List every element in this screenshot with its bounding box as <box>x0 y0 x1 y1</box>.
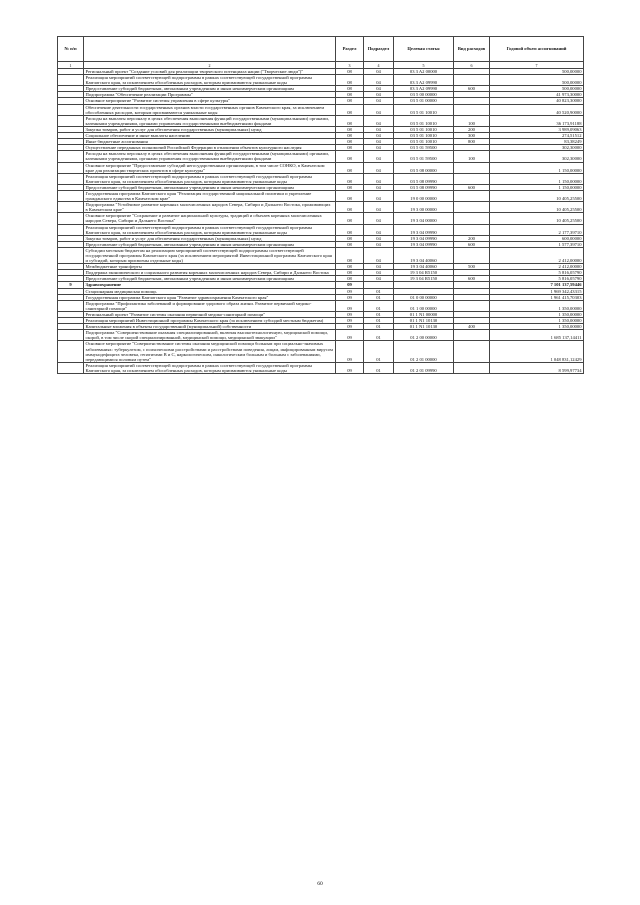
cell-amount: 1 150,00000 <box>490 173 584 184</box>
cell-num <box>58 362 84 373</box>
cell-subsection: 01 <box>364 324 394 330</box>
cell-subsection: 04 <box>364 235 394 241</box>
cell-section: 08 <box>336 162 364 173</box>
header-num: № п/п <box>58 37 84 62</box>
cell-section: 08 <box>336 75 364 86</box>
cell-subsection: 04 <box>364 145 394 151</box>
cell-target: 19 3 00 00000 <box>394 202 454 213</box>
cell-name: Обеспечение деятельности государственных органов власти государственных органов Камчатского края, за исключением обособленных расходов, которым присваиваются уникальные коды <box>84 104 336 115</box>
cell-num <box>58 115 84 126</box>
cell-num <box>58 104 84 115</box>
cell-name: Здравоохранение <box>84 282 336 288</box>
cell-subsection: 04 <box>364 202 394 213</box>
cell-expense: 800 <box>454 139 490 145</box>
cell-expense: 200 <box>454 235 490 241</box>
cell-target: 03 3 A2 00000 <box>394 69 454 75</box>
cell-num <box>58 202 84 213</box>
cell-section: 09 <box>336 341 364 362</box>
cell-target: 19 3 04 09990 <box>394 224 454 235</box>
cell-subsection: 01 <box>364 318 394 324</box>
cell-subsection: 04 <box>364 75 394 86</box>
cell-amount: 41 973,30000 <box>490 92 584 98</box>
column-number-row <box>58 62 584 69</box>
cell-amount: 10 405,25500 <box>490 202 584 213</box>
colnum-1: 1 <box>58 62 84 69</box>
cell-subsection: 04 <box>364 98 394 104</box>
cell-name: Региональный проект "Развитие системы оказания первичной медико-санитарной помощи" <box>84 311 336 317</box>
cell-subsection: 04 <box>364 190 394 201</box>
cell-target: 19 0 00 00000 <box>394 190 454 201</box>
cell-expense <box>454 224 490 235</box>
cell-expense: 600 <box>454 276 490 282</box>
cell-amount: 302,30000 <box>490 151 584 162</box>
cell-section: 08 <box>336 247 364 263</box>
cell-section: 08 <box>336 190 364 201</box>
cell-target: 03 5 08 00000 <box>394 162 454 173</box>
cell-amount: 5 816,05790 <box>490 276 584 282</box>
cell-subsection: 04 <box>364 133 394 139</box>
header-section: Раздел <box>336 37 364 62</box>
cell-target: 03 5 01 59500 <box>394 145 454 151</box>
cell-num <box>58 330 84 341</box>
cell-subsection: 04 <box>364 69 394 75</box>
cell-target: 03 5 00 00000 <box>394 92 454 98</box>
cell-amount: 5 816,05790 <box>490 270 584 276</box>
cell-section: 08 <box>336 145 364 151</box>
table-row <box>58 300 584 311</box>
cell-subsection: 04 <box>364 213 394 224</box>
cell-section: 08 <box>336 98 364 104</box>
cell-section: 08 <box>336 184 364 190</box>
cell-name: Основное мероприятие "Предоставление субсидий негосударственным организациям, в том числе СОНКО, в Камчатском крае для реализации творческих проектов в сфере культуры" <box>84 162 336 173</box>
table-body <box>58 69 584 374</box>
cell-subsection: 04 <box>364 184 394 190</box>
cell-subsection: 04 <box>364 241 394 247</box>
cell-num <box>58 300 84 311</box>
cell-amount: 1 685 137,14411 <box>490 330 584 341</box>
cell-amount: 2 412,00000 <box>490 264 584 270</box>
cell-section: 08 <box>336 235 364 241</box>
cell-section: 08 <box>336 115 364 126</box>
cell-target: 03 5 01 10010 <box>394 115 454 126</box>
cell-section: 09 <box>336 311 364 317</box>
cell-name: Предоставление субсидий бюджетным, автономным учреждениям и иным некоммерческим организациям <box>84 276 336 282</box>
table-row <box>58 75 584 86</box>
table-row <box>58 162 584 173</box>
cell-num <box>58 247 84 263</box>
cell-subsection: 04 <box>364 247 394 263</box>
cell-target: 01 1 00 00000 <box>394 300 454 311</box>
cell-expense: 100 <box>454 151 490 162</box>
cell-target: 19 3 04 R5150 <box>394 276 454 282</box>
cell-section: 09 <box>336 288 364 294</box>
cell-expense <box>454 330 490 341</box>
header-target: Целевая статья <box>394 37 454 62</box>
cell-section: 08 <box>336 126 364 132</box>
cell-amount: 40 823,30000 <box>490 98 584 104</box>
table-row <box>58 224 584 235</box>
cell-expense: 200 <box>454 126 490 132</box>
cell-target: 03 5 08 09990 <box>394 173 454 184</box>
cell-name: Межбюджетные трансферты <box>84 264 336 270</box>
cell-name: Капитальные вложения в объекты государственной (муниципальной) собственности <box>84 324 336 330</box>
table-row <box>58 173 584 184</box>
cell-section: 08 <box>336 241 364 247</box>
cell-subsection: 01 <box>364 288 394 294</box>
cell-name: Государственная программа Камчатского края "Развитие здравоохранения Камчатского края" <box>84 294 336 300</box>
cell-expense <box>454 75 490 86</box>
colnum-7: 7 <box>490 62 584 69</box>
cell-target: 03 5 01 59500 <box>394 151 454 162</box>
cell-expense: 600 <box>454 241 490 247</box>
cell-target: 19 3 04 09990 <box>394 235 454 241</box>
colnum-6: 6 <box>454 62 490 69</box>
cell-name: Региональный проект "Создание условий для реализации творческого потенциала нации ("Творческие люди")" <box>84 69 336 75</box>
table-row <box>58 115 584 126</box>
cell-amount: 1 350,00000 <box>490 300 584 311</box>
cell-name: Расходы на выплаты персоналу в целях обеспечения выполнения функций государственными (муниципальными) органами, казенными учреждениями, органами управления государственными внебюджетными фондами <box>84 151 336 162</box>
cell-amount: 500,00000 <box>490 86 584 92</box>
cell-expense <box>454 247 490 263</box>
cell-name: Расходы на выплаты персоналу в целях обеспечения выполнения функций государственными (муниципальными) органами, казенными учреждениями, органами управления государственными внебюджетными фондами <box>84 115 336 126</box>
table-row <box>58 330 584 341</box>
cell-amount: 1 048 831,12429 <box>490 341 584 362</box>
colnum-2: 2 <box>84 62 336 69</box>
cell-target: 03 3 A2 09990 <box>394 86 454 92</box>
cell-expense <box>454 341 490 362</box>
cell-subsection: 04 <box>364 126 394 132</box>
cell-name: Основное мероприятие "Сохранение и развитие национальной культуры, традиций и обычаев коренных малочисленных народов Севера, Сибири и Дальнего Востока" <box>84 213 336 224</box>
cell-section: 09 <box>336 294 364 300</box>
colnum-5: 5 <box>394 62 454 69</box>
cell-subsection: 04 <box>364 173 394 184</box>
cell-amount: 10 405,25500 <box>490 213 584 224</box>
cell-target: 19 3 04 09990 <box>394 241 454 247</box>
cell-num <box>58 75 84 86</box>
cell-name: Подпрограмма "Обеспечение реализации Программы" <box>84 92 336 98</box>
cell-target: 19 3 04 00000 <box>394 213 454 224</box>
cell-num <box>58 162 84 173</box>
cell-name: Предоставление субсидий бюджетным, автономным учреждениям и иным некоммерческим организациям <box>84 86 336 92</box>
cell-amount: 7 101 137,59446 <box>490 282 584 288</box>
cell-name: Иные бюджетные ассигнования <box>84 139 336 145</box>
cell-name: Предоставление субсидий бюджетным, автономным учреждениям и иным некоммерческим организациям <box>84 184 336 190</box>
cell-name: Осуществление переданных полномочий Российской Федерации в отношении объектов культурного наследия <box>84 145 336 151</box>
cell-amount: 10 405,25500 <box>490 190 584 201</box>
budget-table <box>57 36 584 374</box>
cell-name: Государственная программа Камчатского края "Реализация государственной национальной политики и укрепление гражданского единства в Камчатском крае" <box>84 190 336 201</box>
cell-subsection: 04 <box>364 224 394 235</box>
cell-target: 19 3 04 40060 <box>394 247 454 263</box>
cell-amount: 2 177,39710 <box>490 224 584 235</box>
table-row <box>58 213 584 224</box>
cell-name: Социальное обеспечение и иные выплаты населению <box>84 133 336 139</box>
cell-section: 09 <box>336 330 364 341</box>
cell-name: Реализация мероприятий соответствующей подпрограммы в рамках соответствующей государственной программы Камчатского края, за исключением обособленных расходов, которым присваиваются уникальные коды <box>84 75 336 86</box>
cell-num <box>58 151 84 162</box>
cell-expense: 300 <box>454 133 490 139</box>
cell-amount: 1 150,00000 <box>490 162 584 173</box>
cell-num <box>58 190 84 201</box>
cell-subsection: 04 <box>364 151 394 162</box>
cell-target: 01 1 N1 10130 <box>394 318 454 324</box>
cell-expense: 600 <box>454 86 490 92</box>
cell-expense <box>454 162 490 173</box>
cell-expense <box>454 362 490 373</box>
header-amount: Годовой объем ассигнований <box>490 37 584 62</box>
header-expense: Вид расходов <box>454 37 490 62</box>
cell-target: 03 5 01 10010 <box>394 104 454 115</box>
cell-num <box>58 224 84 235</box>
cell-amount: 1 350,00000 <box>490 318 584 324</box>
cell-amount: 1 969 342,43315 <box>490 288 584 294</box>
cell-target: 03 5 01 10010 <box>394 133 454 139</box>
table-row <box>58 247 584 263</box>
cell-section: 08 <box>336 276 364 282</box>
cell-name: Реализация мероприятий соответствующей подпрограммы в рамках соответствующей государственной программы Камчатского края, за исключением обособленных расходов, которым присваиваются уникальные коды <box>84 362 336 373</box>
cell-amount: 1 150,00000 <box>490 184 584 190</box>
cell-target: 01 1 N1 00000 <box>394 311 454 317</box>
cell-num <box>58 341 84 362</box>
cell-num <box>58 213 84 224</box>
cell-target: 19 3 04 R5150 <box>394 270 454 276</box>
cell-expense <box>454 300 490 311</box>
cell-num: 9 <box>58 282 84 288</box>
cell-name: Основное мероприятие "Совершенствование системы оказания медицинской помощи больным при социально-значимых заболеваниях: туберкулезом, с психическими расстройствами и расстройствами поведения, лицам, инфицированным вирусом иммунодефицита человека, гепатитами B и C, наркологическим, онкологическим больным и больным с заболеваниями, передающимися половым путем" <box>84 341 336 362</box>
cell-subsection: 04 <box>364 276 394 282</box>
cell-expense <box>454 190 490 201</box>
cell-subsection: 04 <box>364 264 394 270</box>
cell-target: 01 0 00 00000 <box>394 294 454 300</box>
cell-section: 08 <box>336 224 364 235</box>
cell-section: 08 <box>336 151 364 162</box>
cell-target: 01 2 01 09990 <box>394 362 454 373</box>
cell-expense <box>454 104 490 115</box>
cell-amount: 36 173,91188 <box>490 115 584 126</box>
cell-amount: 1 350,00000 <box>490 311 584 317</box>
cell-amount: 8 599,97734 <box>490 362 584 373</box>
cell-subsection: 04 <box>364 115 394 126</box>
cell-amount: 600,00000 <box>490 235 584 241</box>
cell-subsection: 01 <box>364 341 394 362</box>
cell-name: Реализация мероприятий соответствующей подпрограммы в рамках соответствующей государственной программы Камчатского края, за исключением обособленных расходов, которым присваиваются уникальные коды <box>84 173 336 184</box>
cell-section: 08 <box>336 133 364 139</box>
cell-target: 01 2 01 00000 <box>394 341 454 362</box>
cell-name: Подпрограмма "Устойчивое развитие коренных малочисленных народов Севера, Сибири и Дальнего Востока, проживающих в Камчатском крае" <box>84 202 336 213</box>
table-row <box>58 151 584 162</box>
cell-subsection: 04 <box>364 162 394 173</box>
cell-section: 08 <box>336 270 364 276</box>
cell-section: 08 <box>336 173 364 184</box>
cell-expense <box>454 173 490 184</box>
cell-section: 09 <box>336 324 364 330</box>
cell-amount: 302,30000 <box>490 145 584 151</box>
cell-subsection: 01 <box>364 330 394 341</box>
cell-section: 08 <box>336 213 364 224</box>
cell-name: Закупка товаров, работ и услуг для обеспечения государственных (муниципальных) нужд <box>84 126 336 132</box>
cell-section: 09 <box>336 282 364 288</box>
cell-subsection: 04 <box>364 92 394 98</box>
cell-num <box>58 173 84 184</box>
cell-amount: 83,38249 <box>490 139 584 145</box>
cell-section: 09 <box>336 362 364 373</box>
page-number: 60 <box>317 881 323 887</box>
colnum-3: 3 <box>336 62 364 69</box>
cell-amount: 1 577,39710 <box>490 241 584 247</box>
cell-target: 03 5 01 10010 <box>394 126 454 132</box>
header-subsection: Подраздел <box>364 37 394 62</box>
cell-target: 19 3 04 40060 <box>394 264 454 270</box>
cell-section: 08 <box>336 139 364 145</box>
cell-section: 08 <box>336 264 364 270</box>
budget-table-sheet <box>57 36 583 374</box>
cell-amount: 3 989,09063 <box>490 126 584 132</box>
cell-expense: 100 <box>454 115 490 126</box>
cell-amount: 2 412,00000 <box>490 247 584 263</box>
cell-target: 01 2 00 00000 <box>394 330 454 341</box>
cell-subsection: 01 <box>364 300 394 311</box>
header-name <box>84 37 336 62</box>
cell-section: 08 <box>336 202 364 213</box>
cell-amount: 500,00000 <box>490 69 584 75</box>
cell-amount: 500,00000 <box>490 75 584 86</box>
cell-target: 01 1 N1 10130 <box>394 324 454 330</box>
cell-amount: 1 350,00000 <box>490 324 584 330</box>
cell-target: 03 5 08 09990 <box>394 184 454 190</box>
cell-amount: 274,51512 <box>490 133 584 139</box>
table-row <box>58 190 584 201</box>
cell-amount: 1 961 415,70303 <box>490 294 584 300</box>
cell-subsection: 01 <box>364 294 394 300</box>
cell-subsection: 01 <box>364 311 394 317</box>
table-row <box>58 104 584 115</box>
cell-name: Закупка товаров, работ и услуг для обеспечения государственных (муниципальных) нужд <box>84 235 336 241</box>
table-row <box>58 341 584 362</box>
cell-subsection: 04 <box>364 86 394 92</box>
cell-name: Поддержка экономического и социального развития коренных малочисленных народов Севера, Сибири и Дальнего Востока <box>84 270 336 276</box>
cell-name: Реализация мероприятий Инвестиционной программы Камчатского края (за исключением субсидий местным бюджетам) <box>84 318 336 324</box>
cell-target: 03 5 01 00000 <box>394 98 454 104</box>
cell-name: Предоставление субсидий бюджетным, автономным учреждениям и иным некоммерческим организациям <box>84 241 336 247</box>
cell-target: 03 5 01 10010 <box>394 139 454 145</box>
cell-section: 09 <box>336 300 364 311</box>
cell-expense: 600 <box>454 184 490 190</box>
cell-target: 03 3 A2 09990 <box>394 75 454 86</box>
cell-subsection: 04 <box>364 139 394 145</box>
cell-expense: 400 <box>454 324 490 330</box>
cell-name: Подпрограмма "Совершенствование оказания специализированной, включая высокотехнологичную, медицинской помощи, скорой, в том числе скорой специализированной, медицинской помощи, медицинской эвакуации" <box>84 330 336 341</box>
cell-name: Подпрограмма "Профилактика заболеваний и формирование здорового образа жизни. Развитие первичной медико-санитарной помощи" <box>84 300 336 311</box>
cell-name: Стационарная медицинская помощь <box>84 288 336 294</box>
cell-section: 08 <box>336 104 364 115</box>
cell-subsection: 04 <box>364 270 394 276</box>
cell-section: 08 <box>336 69 364 75</box>
cell-section: 08 <box>336 92 364 98</box>
cell-expense <box>454 213 490 224</box>
table-row <box>58 202 584 213</box>
cell-name: Основное мероприятие "Развитие системы управления в сфере культуры" <box>84 98 336 104</box>
cell-name: Субсидии местным бюджетам на реализацию мероприятий соответствующей подпрограммы соответствующей государственной программы Камчатского края (за исключением мероприятий Инвестиционной программы Камчатского края и субсидий, которым присвоены отдельные коды) <box>84 247 336 263</box>
header-row <box>58 37 584 62</box>
cell-subsection: 01 <box>364 362 394 373</box>
cell-amount: 40 520,90000 <box>490 104 584 115</box>
cell-section: 09 <box>336 318 364 324</box>
cell-name: Реализация мероприятий соответствующей подпрограммы в рамках соответствующей государственной программы Камчатского края, за исключением обособленных расходов, которым присваиваются уникальные коды <box>84 224 336 235</box>
cell-expense <box>454 202 490 213</box>
cell-section: 08 <box>336 86 364 92</box>
cell-expense: 500 <box>454 264 490 270</box>
cell-subsection: 04 <box>364 104 394 115</box>
table-row <box>58 362 584 373</box>
colnum-4: 4 <box>364 62 394 69</box>
